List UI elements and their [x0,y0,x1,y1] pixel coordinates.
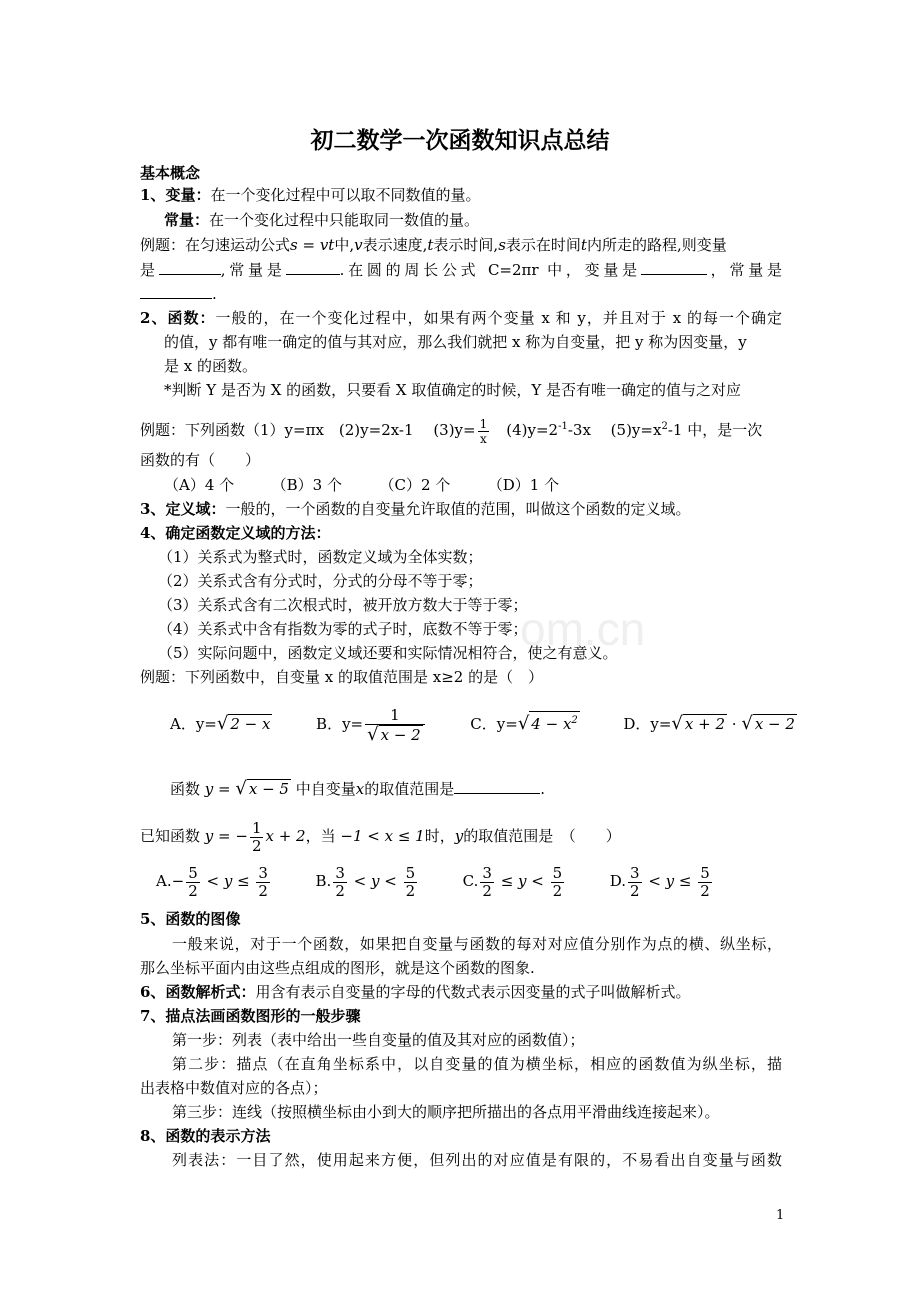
example-text: -1 中，是一次 [667,421,763,439]
domain-term: 定义域： [165,500,226,518]
answer-blank[interactable] [140,283,212,299]
section-4-heading: 4、确定函数定义域的方法： [140,524,331,542]
section-1-example-line3 [140,283,217,305]
section-4-example-2 [170,774,545,804]
section-1-example-line2 [140,259,782,281]
page-number: 1 [776,1208,785,1223]
section-5-line2: 那么坐标平面内由这些点组成的图形，就是这个函数的图象. [140,959,535,977]
radical-sign-icon: √ [367,723,379,745]
analytic-definition: 用含有表示自变量的字母的代数式表示因变量的式子叫做解析式。 [255,983,691,1001]
radical-sign-icon: √ [741,713,753,734]
example-text: ,常量是 [220,261,286,279]
answer-blank[interactable] [641,259,707,275]
function-definition: 一般的，在一个变化过程中，如果有两个变量 x 和 y，并且对于 x 的每一个确定 [215,309,782,327]
example-text: 中, [334,236,355,254]
section-6-analytic [140,981,690,1003]
fraction-denominator: 2 [552,881,563,900]
section-5-heading: 5、函数的图像 [140,910,241,928]
domain-rule-5: （5）实际问题中，函数定义域还要和实际情况相符合，使之有意义。 [158,644,618,662]
linear-function-lhs: y = − [204,827,248,845]
fraction [480,865,494,900]
fraction-denominator: 2 [482,881,492,900]
inequality: < y ≤ [201,872,255,890]
example-text: 已知函数 [140,827,205,845]
fraction-denominator: 2 [630,881,640,900]
answer-blank[interactable] [159,259,221,275]
answer-blank[interactable] [286,259,340,275]
variable-term: 变量： [165,186,211,204]
example-text: 表示在时间 [505,236,581,254]
section-4-options [170,702,797,746]
option-b-fraction [365,707,425,744]
basic-concepts-heading: 基本概念 [140,164,201,182]
fraction-denominator: 2 [188,881,198,900]
example-text: 中自变量 [290,780,356,798]
domain-rule-2: （2）关系式含有分式时，分式的分母不等于零； [158,572,483,590]
section-2-example-line2: 函数的有（ ） [140,451,261,469]
var-t: t [580,236,587,254]
example-text: -3x (5)y=x [567,421,662,439]
domain-rule-1: （1）关系式为整式时，函数定义域为全体实数； [158,548,483,566]
section-2-function-line1 [140,307,782,329]
exponent: 2 [661,421,668,432]
option-d-radicand-2: x − 2 [754,715,795,733]
example-text: . [212,285,217,303]
section-4-example-3 [140,818,621,855]
example-text: 时， [424,827,455,845]
section-8-line1: 列表法：一目了然，使用起来方便，但列出的对应值是有限的，不易看出自变量与函数 [172,1151,782,1169]
section-2-example [140,410,762,447]
example-text: 的取值范围是 [364,780,455,798]
minus-sign: − [171,872,185,890]
fraction-numerator: 5 [552,863,563,882]
example-text: 例题：下列函数（1）y=πx (2)y=2x-1 (3)y= [140,421,476,439]
fraction-one-half [250,820,264,855]
fraction [256,865,270,900]
option-c-label: C．y= [470,715,518,733]
variable-definition: 在一个变化过程中可以取不同数值的量。 [210,186,481,204]
fraction-denominator: 2 [405,881,416,900]
example-text: 例题：在匀速运动公式 [140,236,291,254]
example-text: (4)y=2 [491,421,559,439]
option-a-radicand: 2 − x [230,715,271,733]
answer-option-b [315,863,420,900]
fraction-denominator [365,724,425,744]
radicand: x − 5 [248,780,289,798]
watermark: om.cn [520,603,646,655]
inequality: ≤ y < [495,872,549,890]
option-label: C. [462,872,479,890]
fraction [333,865,347,900]
radical-sign-icon: √ [235,778,247,799]
domain-rule-4: （4）关系式中含有指数为零的式子时，底数不等于零； [158,620,528,638]
section-3-domain [140,498,690,520]
option-label: A. [156,872,172,890]
example-text: 是 [140,261,159,279]
multiply-dot: · [727,715,742,733]
fraction-numerator: 3 [258,863,268,882]
fraction-numerator: 1 [251,818,262,837]
section-4-answer-options [156,860,714,902]
fraction-numerator: 3 [482,863,492,882]
section-7-heading: 7、描点法画函数图形的一般步骤 [140,1007,361,1025]
function-term: 函数： [167,309,216,327]
var-v: v [354,236,363,254]
step-2-line2: 出表格中数值对应的各点）； [140,1079,328,1097]
section-1-example [140,234,727,256]
equals-sign: = [213,780,236,798]
fraction-denominator: 2 [258,881,268,900]
example-text: ，常量是 [706,261,782,279]
option-d-label: D．y= [623,715,672,733]
radicand-text: 4 − x [531,715,572,733]
fraction [698,865,712,900]
example-text: 函数 [170,780,205,798]
inequality: < y < [348,872,402,890]
fraction [404,865,418,900]
example-text: ，当 [305,827,341,845]
x-condition: −1 < x ≤ 1 [340,827,425,845]
fraction-numerator: 3 [335,863,345,882]
fraction [551,865,565,900]
fraction-denominator: 2 [335,881,345,900]
fraction-denominator: x [480,431,487,446]
var-t: t [427,236,434,254]
answer-blank[interactable] [454,778,540,794]
radical-sign-icon: √ [517,713,530,734]
option-label: D. [609,872,626,890]
example-text: 表示速度, [362,236,428,254]
fraction-numerator: 1 [479,416,488,431]
fraction-denominator: 2 [700,881,710,900]
section-8-heading: 8、函数的表示方法 [140,1127,271,1145]
example-text: .在圆的周长公式 C=2πr 中，变量是 [339,261,641,279]
section-2-options: （A）4 个 （B）3 个 （C）2 个 （D）1 个 [164,476,560,494]
fraction [628,865,642,900]
page-title: 初二数学一次函数知识点总结 [310,127,610,154]
option-b-label: B．y= [316,715,364,733]
example-text: 内所走的路程,则变量 [586,236,727,254]
section-2-num: 2、 [140,309,168,327]
radical-sign-icon: √ [216,713,229,734]
fraction-numerator: 3 [630,863,640,882]
fraction-numerator: 5 [188,863,198,882]
constant-definition: 在一个变化过程中只能取同一数值的量。 [209,211,480,229]
option-c-radicand [529,711,579,733]
analytic-term: 函数解析式： [165,983,256,1001]
option-label: B. [315,872,332,890]
exponent: 2 [571,715,578,726]
step-2-line1: 第二步：描点（在直角坐标系中，以自变量的值为横坐标，相应的函数值为纵坐标，描 [172,1055,782,1073]
section-1-num: 1、 [140,186,166,204]
motion-formula: s = vt [290,236,335,254]
answer-option-d [609,863,714,900]
domain-definition: 一般的，一个函数的自变量允许取值的范围，叫做这个函数的定义域。 [225,500,691,518]
section-1-variable [140,184,480,206]
fraction-numerator: 5 [700,863,710,882]
section-4-example: 例题：下列函数中，自变量 x 的取值范围是 x≥2 的是（ ） [140,668,544,686]
fraction-numerator: 1 [390,705,400,724]
section-5-line1: 一般来说，对于一个函数，如果把自变量与函数的每对对应值分别作为点的横、纵坐标， [172,935,782,953]
section-2-function-line3: 是 x 的函数。 [164,357,257,375]
var-x: x [355,780,365,798]
answer-option-c [462,863,567,900]
domain-rule-3: （3）关系式含有二次根式时，被开放方数大于等于零； [158,596,528,614]
fraction [186,865,200,900]
example-text: . [540,780,546,798]
option-b-radicand: x − 2 [380,725,421,744]
fraction-numerator: 5 [405,863,416,882]
linear-function-rhs: x + 2 [265,827,306,845]
fraction-1-over-x [478,417,490,446]
fraction-denominator: 2 [251,836,262,855]
constant-term: 常量： [164,211,210,229]
section-3-num: 3、 [140,500,166,518]
step-3: 第三步：连线（按照横坐标由小到大的顺序把所描出的各点用平滑曲线连接起来）。 [172,1103,720,1121]
section-2-function-line2: 的值，y 都有唯一确定的值与其对应，那么我们就把 x 称为自变量，把 y 称为因变量，y [164,333,747,351]
example-text: 表示时间, [433,236,499,254]
section-6-num: 6、 [140,983,166,1001]
step-1: 第一步：列表（表中给出一些自变量的值及其对应的函数值）； [172,1031,585,1049]
option-a-label: A．y= [170,715,217,733]
example-text: 的取值范围是 （ ） [463,827,621,845]
section-2-judge-note: *判断 Y 是否为 X 的函数，只要看 X 取值确定的时候，Y 是否有唯一确定的值与之对应 [164,381,742,399]
var-s: s [498,236,506,254]
answer-option-a [156,863,272,900]
section-1-constant [164,209,479,231]
option-d-radicand-1: x + 2 [684,715,726,733]
var-y: y [204,780,214,798]
inequality: < y ≤ [643,872,697,890]
exponent: -1 [558,421,568,432]
var-y: y [454,827,464,845]
radical-sign-icon: √ [671,713,683,734]
